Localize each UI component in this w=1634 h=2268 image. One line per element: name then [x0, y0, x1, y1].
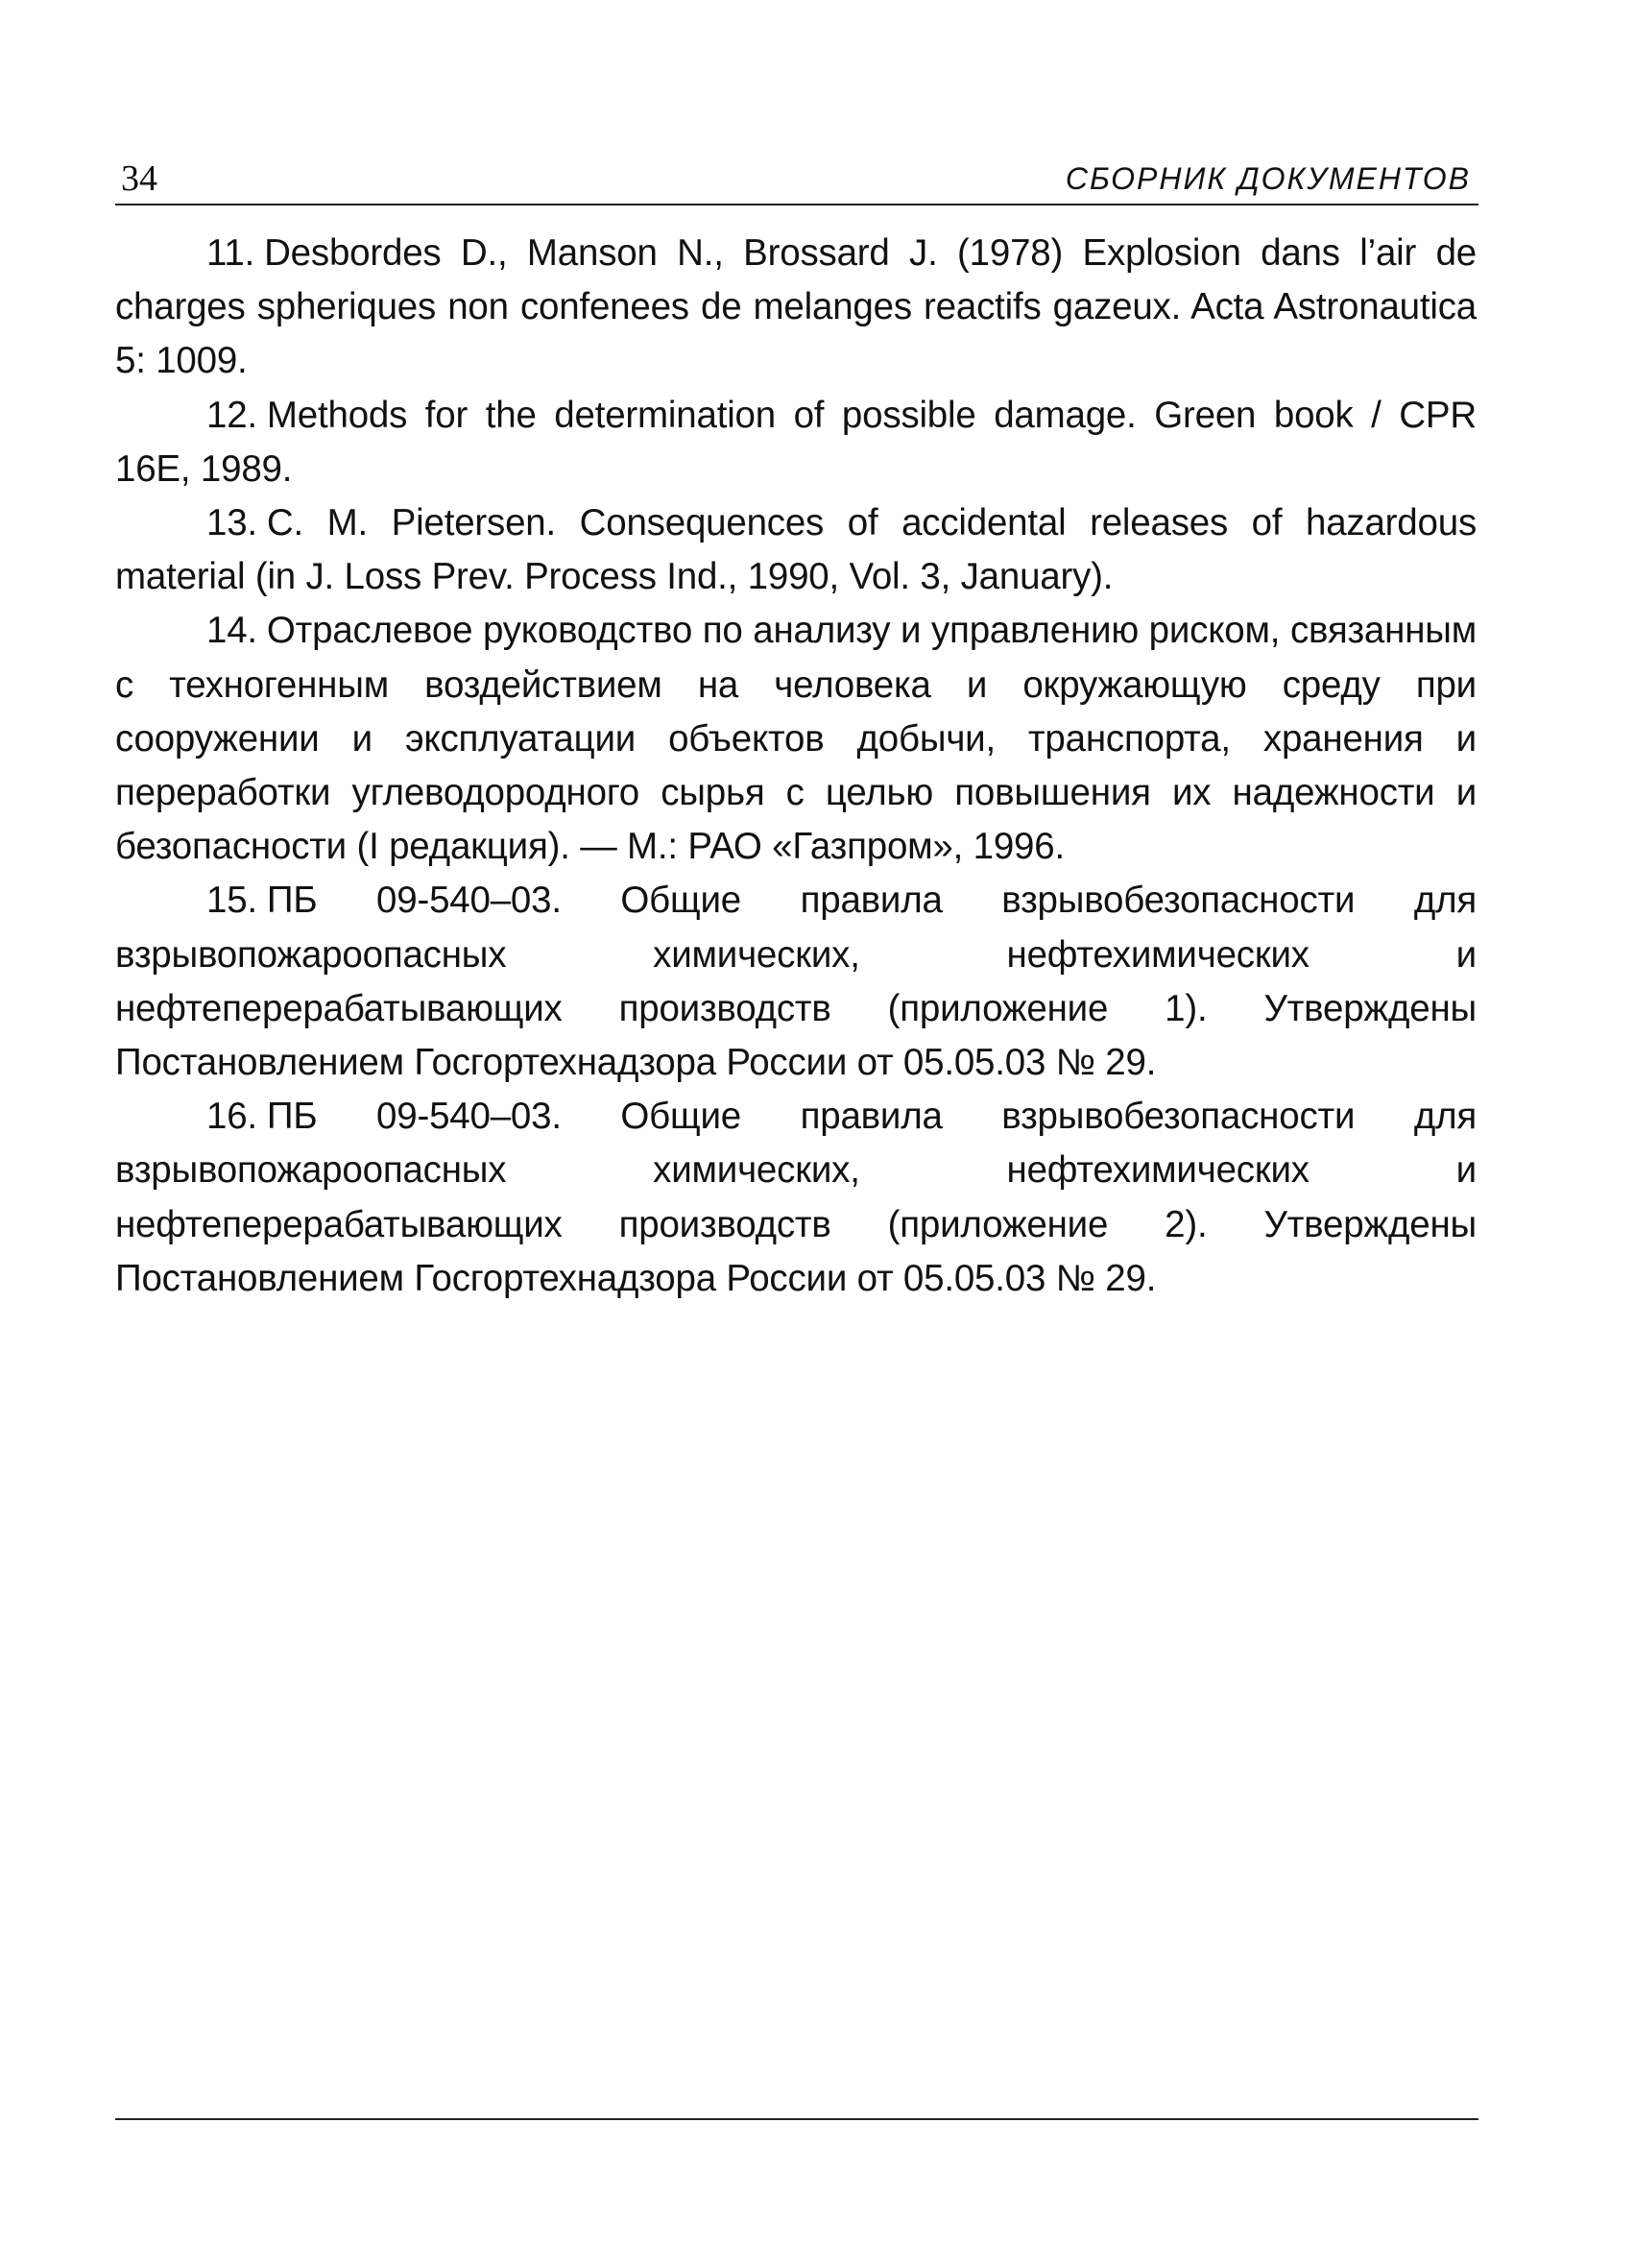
reference-item-12	[115, 389, 1477, 496]
page-number: 34	[121, 158, 157, 199]
reference-text: Desbordes D., Manson N., Brossard J. (1978) Explosion dans l’air de charges spheriques non confenees de melanges reactifs gazeux. Acta Astronautica 5: 1009.	[115, 232, 1477, 382]
reference-number: 13.	[206, 502, 257, 544]
reference-text: ПБ 09-540–03. Общие правила взрывобезопасности для взрывопожароопасных химических, нефтехимических и нефтеперерабатывающих производств (приложение 1). Утверждены Постановлением Госгортехнадзора России от 05.05.03 № 29.	[115, 880, 1477, 1084]
reference-number: 12.	[206, 394, 257, 436]
reference-item-16	[115, 1090, 1477, 1306]
reference-item-11	[115, 227, 1477, 389]
reference-number: 15.	[206, 880, 257, 922]
reference-item-13	[115, 496, 1477, 604]
reference-list	[115, 227, 1477, 1306]
section-title: СБОРНИК ДОКУМЕНТОВ	[1065, 161, 1471, 196]
reference-text: ПБ 09-540–03. Общие правила взрывобезопасности для взрывопожароопасных химических, нефтехимических и нефтеперерабатывающих производств (приложение 2). Утверждены Постановлением Госгортехнадзора России от 05.05.03 № 29.	[115, 1096, 1477, 1299]
reference-number: 16.	[206, 1096, 257, 1138]
reference-item-15	[115, 874, 1477, 1090]
reference-text: C. M. Pietersen. Consequences of accidental releases of hazardous material (in J. Loss Prev. Process Ind., 1990, Vol. 3, January).	[115, 502, 1477, 598]
reference-number: 11.	[206, 232, 255, 274]
reference-text: Methods for the determination of possible damage. Green book / CPR 16E, 1989.	[115, 394, 1477, 490]
footer-divider	[115, 2118, 1478, 2120]
header-divider	[115, 204, 1478, 205]
running-header	[115, 157, 1478, 200]
reference-text: Отраслевое руководство по анализу и управлению риском, связанным с техногенным воздействием на человека и окружающую среду при сооружении и эксплуатации объектов добычи, транспорта, хранения и переработки углеводородного сырья с целью повышения их надежности и безопасности (I редакция). — М.: РАО «Газпром», 1996.	[115, 610, 1477, 868]
reference-number: 14.	[206, 610, 257, 652]
reference-item-14	[115, 604, 1477, 874]
